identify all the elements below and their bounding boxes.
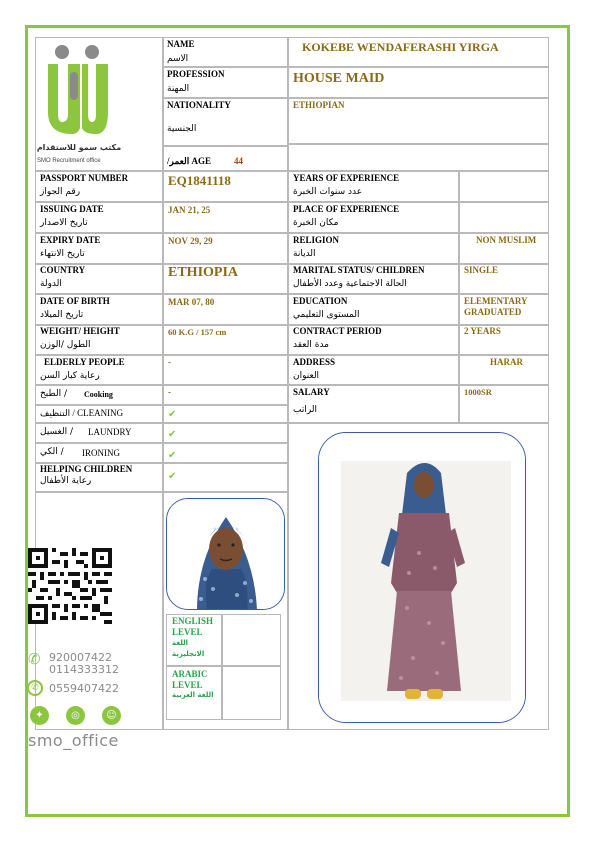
english-level-label-ar-2: الانجليزية (172, 650, 205, 658)
arabic-level-value-cell (222, 666, 281, 720)
profession-label-ar: المهنة (167, 84, 190, 94)
weight-label: WEIGHT/ HEIGHT (40, 326, 120, 336)
education-value-line1: ELEMENTARY (464, 296, 528, 306)
cleaning-check-icon: ✔ (168, 409, 177, 420)
contract-label-ar: مدة العقد (293, 340, 329, 350)
cleaning-label: التنظيف / CLEANING (40, 408, 124, 418)
dob-label: DATE OF BIRTH (40, 296, 110, 306)
children-value-cell (163, 463, 288, 492)
ironing-value-cell (163, 443, 288, 463)
age-label: /العمر AGE (167, 156, 212, 166)
whatsapp-number: 0559407422 (49, 682, 119, 695)
country-label-ar: الدولة (40, 279, 62, 289)
marital-value: SINGLE (464, 265, 499, 275)
address-label: ADDRESS (293, 357, 336, 367)
children-label: HELPING CHILDREN (40, 464, 133, 474)
expiry-label: EXPIRY DATE (40, 235, 101, 245)
arabic-level-label-2: LEVEL (172, 680, 203, 690)
whatsapp-icon: ✆ (27, 680, 43, 696)
issuing-value: JAN 21, 25 (168, 205, 211, 215)
instagram-icon[interactable]: ◎ (66, 706, 85, 725)
profession-value: HOUSE MAID (293, 71, 385, 86)
elderly-label: ELDERLY PEOPLE (44, 357, 125, 367)
issuing-label-ar: تاريخ الاصدار (40, 218, 88, 228)
phone-number-1: 920007422 (49, 651, 112, 664)
children-check-icon: ✔ (168, 471, 177, 482)
religion-label: RELIGION (293, 235, 340, 245)
laundry-value-cell (163, 423, 288, 443)
full-body-image (319, 433, 526, 723)
children-label-ar: رعاية الأطفال (40, 476, 92, 486)
experience-years-label: YEARS OF EXPERIENCE (293, 173, 400, 183)
passport-label-ar: رقم الجواز (40, 187, 81, 197)
religion-label-ar: الديانة (293, 249, 316, 259)
issuing-label: ISSUING DATE (40, 204, 104, 214)
ironing-label-ar: الكي / (40, 447, 64, 457)
elderly-label-ar: رعاية كبار السن (40, 371, 100, 381)
contract-value: 2 YEARS (464, 326, 501, 336)
ironing-check-icon: ✔ (168, 450, 177, 461)
weight-value: 60 K.G / 157 cm (168, 327, 227, 337)
weight-label-ar: الطول /الوزن (40, 340, 91, 350)
arabic-level-label: ARABIC (172, 669, 208, 679)
country-value: ETHIOPIA (168, 265, 239, 280)
age-value: 44 (234, 156, 243, 166)
age-right-cell (288, 144, 549, 171)
social-handle: smo_office (28, 731, 119, 750)
english-level-value-cell (222, 614, 281, 666)
marital-label: MARITAL STATUS/ CHILDREN (293, 265, 425, 275)
full-body-photo (318, 432, 526, 723)
marital-label-ar: الحالة الاجتماعية وعدد الأطفال (293, 279, 407, 289)
cleaning-value-cell (163, 405, 288, 423)
expiry-value: NOV 29, 29 (168, 236, 213, 246)
contract-label: CONTRACT PERIOD (293, 326, 382, 336)
passport-label: PASSPORT NUMBER (40, 173, 129, 183)
salary-label-ar: الراتب (293, 405, 318, 415)
name-label-ar: الاسم (167, 54, 189, 64)
salary-label: SALARY (293, 387, 330, 397)
experience-place-value-cell (459, 202, 549, 233)
cooking-value: - (168, 387, 171, 397)
education-label-ar: المستوى التعليمي (293, 310, 360, 320)
nationality-label: NATIONALITY (167, 100, 231, 110)
portrait-image (167, 499, 285, 610)
address-value: HARAR (490, 357, 523, 367)
experience-place-label: PLACE OF EXPERIENCE (293, 204, 400, 214)
name-value: KOKEBE WENDAFERASHI YIRGA (302, 40, 499, 54)
snapchat-icon[interactable]: ☺ (102, 706, 121, 725)
logo-english-text: SMO Recruitment office (37, 158, 101, 164)
education-value-line2: GRADUATED (464, 307, 522, 317)
religion-value: NON MUSLIM (476, 235, 537, 245)
country-label: COUNTRY (40, 265, 86, 275)
profession-label: PROFESSION (167, 69, 225, 79)
phone-number-2: 0114333312 (49, 663, 119, 676)
arabic-level-label-ar: اللغة العربية (172, 691, 214, 699)
logo-arabic-text: مكتب سمو للاستقدام (36, 143, 122, 152)
dob-label-ar: تاريخ الميلاد (40, 310, 84, 320)
dob-value: MAR 07, 80 (168, 297, 215, 307)
phone-icon: ✆ (28, 650, 41, 668)
salary-value: 1000SR (464, 387, 492, 397)
name-label: NAME (167, 39, 195, 49)
passport-value: EQ1841118 (168, 173, 231, 188)
ironing-label: IRONING (82, 448, 120, 458)
english-level-label-ar: اللغة (172, 639, 189, 647)
nationality-label-ar: الجنسية (167, 124, 197, 134)
english-level-label: ENGLISH (172, 616, 214, 626)
education-label: EDUCATION (293, 296, 348, 306)
nationality-value: ETHIOPIAN (293, 100, 345, 110)
laundry-check-icon: ✔ (168, 429, 177, 440)
portrait-photo (166, 498, 285, 610)
elderly-value: - (168, 357, 171, 367)
qr-code-icon (28, 548, 112, 624)
experience-place-label-ar: مكان الخبرة (293, 218, 339, 228)
cooking-value-cell (163, 385, 288, 405)
cooking-label: Cooking (84, 390, 113, 399)
smo-logo-icon (42, 42, 112, 142)
address-label-ar: العنوان (293, 371, 320, 381)
elderly-value-cell (163, 355, 288, 385)
twitter-icon[interactable]: ✦ (30, 706, 49, 725)
laundry-label-ar: الغسيل / (40, 427, 74, 437)
expiry-label-ar: تاريخ الانتهاء (40, 249, 85, 259)
english-level-label-2: LEVEL (172, 627, 203, 637)
experience-years-value-cell (459, 171, 549, 202)
cooking-label-ar: الطبخ / (40, 389, 68, 399)
laundry-label: LAUNDRY (88, 427, 132, 437)
experience-years-label-ar: عدد سنوات الخبرة (293, 187, 363, 197)
